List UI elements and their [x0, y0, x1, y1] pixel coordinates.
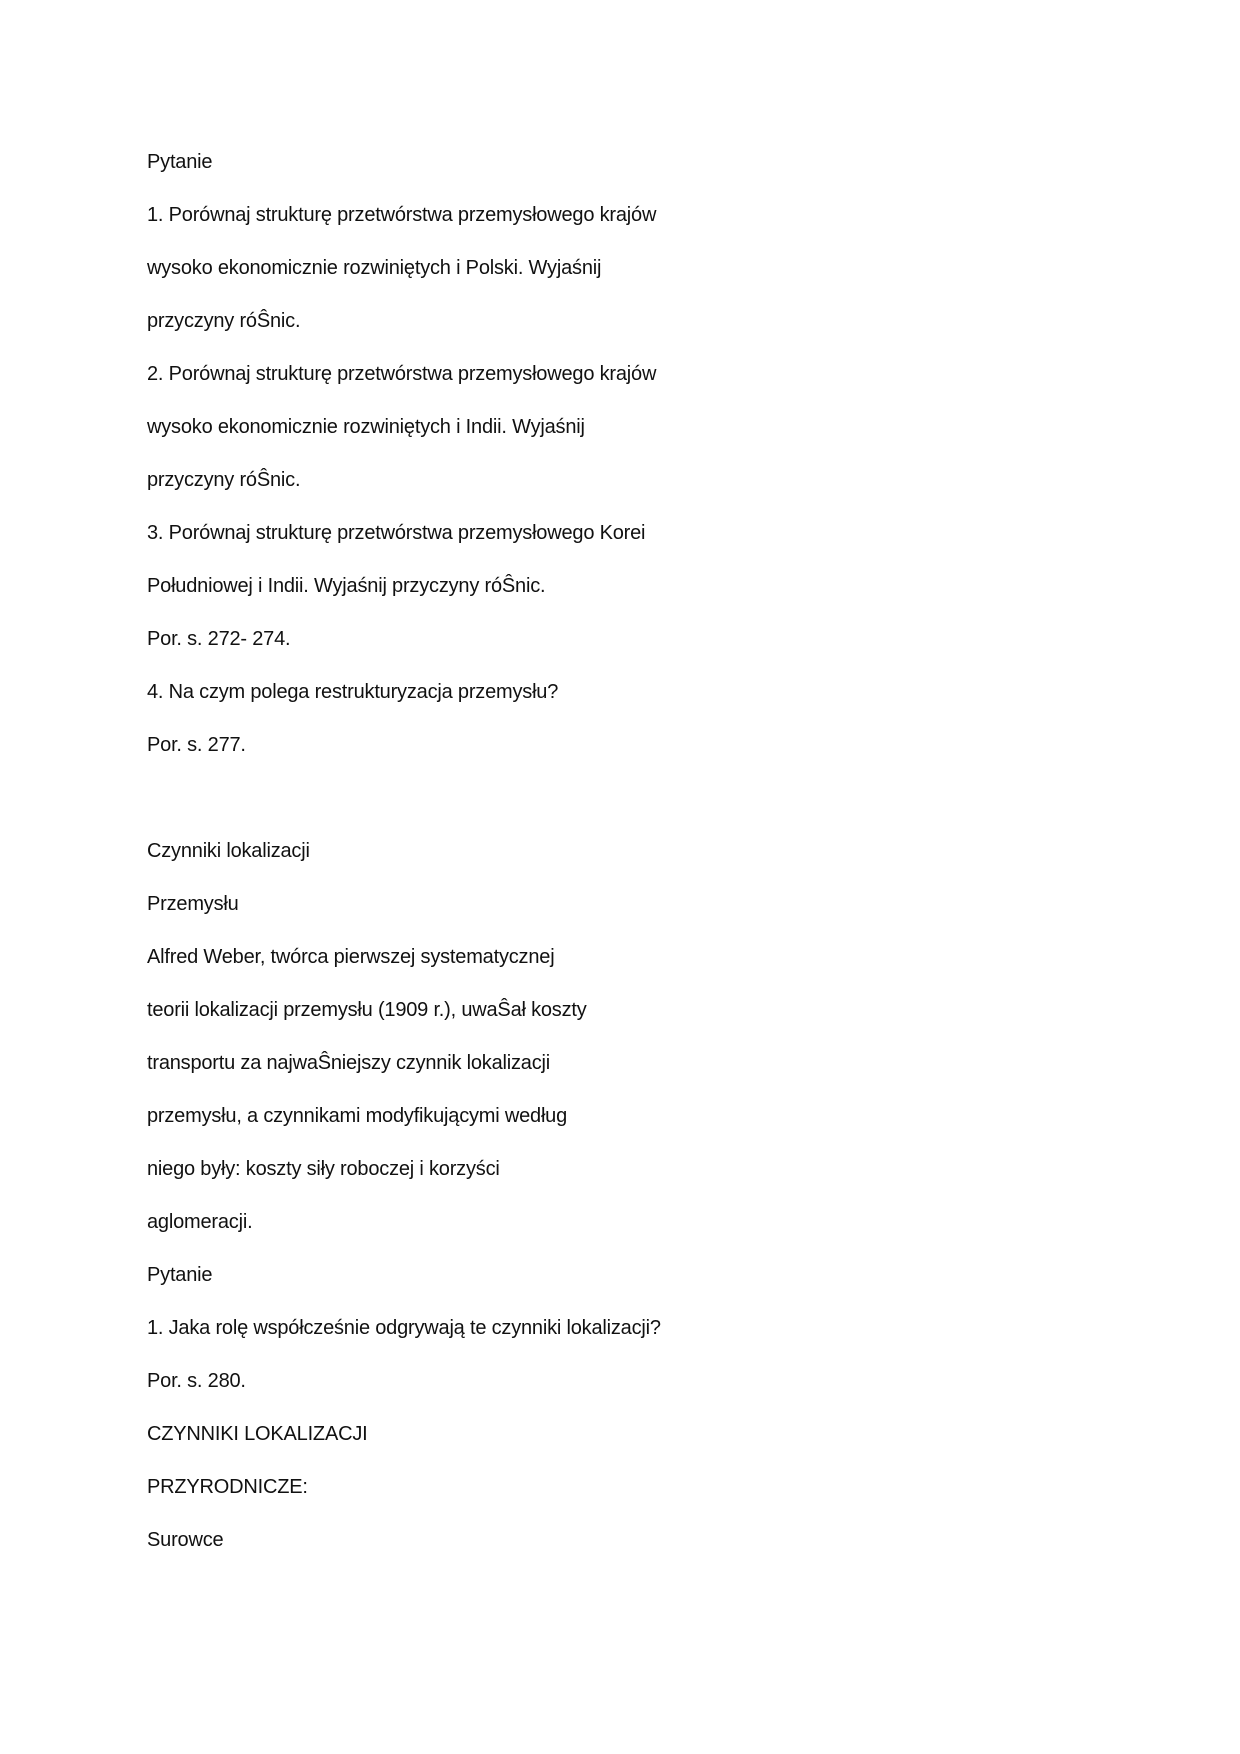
section-title-line-2: Przemysłu — [147, 893, 239, 915]
question-2-line-3: przyczyny róŜnic. — [147, 469, 301, 491]
section-title-line-1: Czynniki lokalizacji — [147, 840, 310, 862]
paragraph-line-3: transportu za najwaŜniejszy czynnik lokalizacji — [147, 1052, 551, 1074]
question-2-line-1: 2. Porównaj strukturę przetwórstwa przemysłowego krajów — [147, 363, 657, 385]
page-reference-3: Por. s. 280. — [147, 1370, 246, 1392]
question-2-line-2: wysoko ekonomicznie rozwiniętych i Indii. Wyjaśnij — [147, 416, 585, 438]
question-5: 1. Jaka rolę współcześnie odgrywają te czynniki lokalizacji? — [147, 1317, 661, 1339]
caps-heading-line-1: CZYNNIKI LOKALIZACJI — [147, 1423, 368, 1445]
question-1-line-1: 1. Porównaj strukturę przetwórstwa przemysłowego krajów — [147, 204, 657, 226]
paragraph-line-2: teorii lokalizacji przemysłu (1909 r.), uwaŜał koszty — [147, 999, 587, 1021]
page-reference-1: Por. s. 272- 274. — [147, 628, 291, 650]
paragraph-line-4: przemysłu, a czynnikami modyfikującymi według — [147, 1105, 568, 1127]
question-3-line-1: 3. Porównaj strukturę przetwórstwa przemysłowego Korei — [147, 522, 646, 544]
page-reference-2: Por. s. 277. — [147, 734, 246, 756]
paragraph-line-6: aglomeracji. — [147, 1211, 253, 1233]
paragraph-line-5: niego były: koszty siły roboczej i korzyści — [147, 1158, 500, 1180]
paragraph-line-1: Alfred Weber, twórca pierwszej systematycznej — [147, 946, 555, 968]
question-1-line-3: przyczyny róŜnic. — [147, 310, 301, 332]
question-3-line-2: Południowej i Indii. Wyjaśnij przyczyny róŜnic. — [147, 575, 546, 597]
question-4: 4. Na czym polega restrukturyzacja przemysłu? — [147, 681, 559, 703]
heading-pytanie-2: Pytanie — [147, 1264, 213, 1286]
question-1-line-2: wysoko ekonomicznie rozwiniętych i Polski. Wyjaśnij — [147, 257, 602, 279]
caps-heading-line-2: PRZYRODNICZE: — [147, 1476, 308, 1498]
heading-pytanie-1: Pytanie — [147, 151, 213, 173]
subheading-surowce: Surowce — [147, 1529, 224, 1551]
